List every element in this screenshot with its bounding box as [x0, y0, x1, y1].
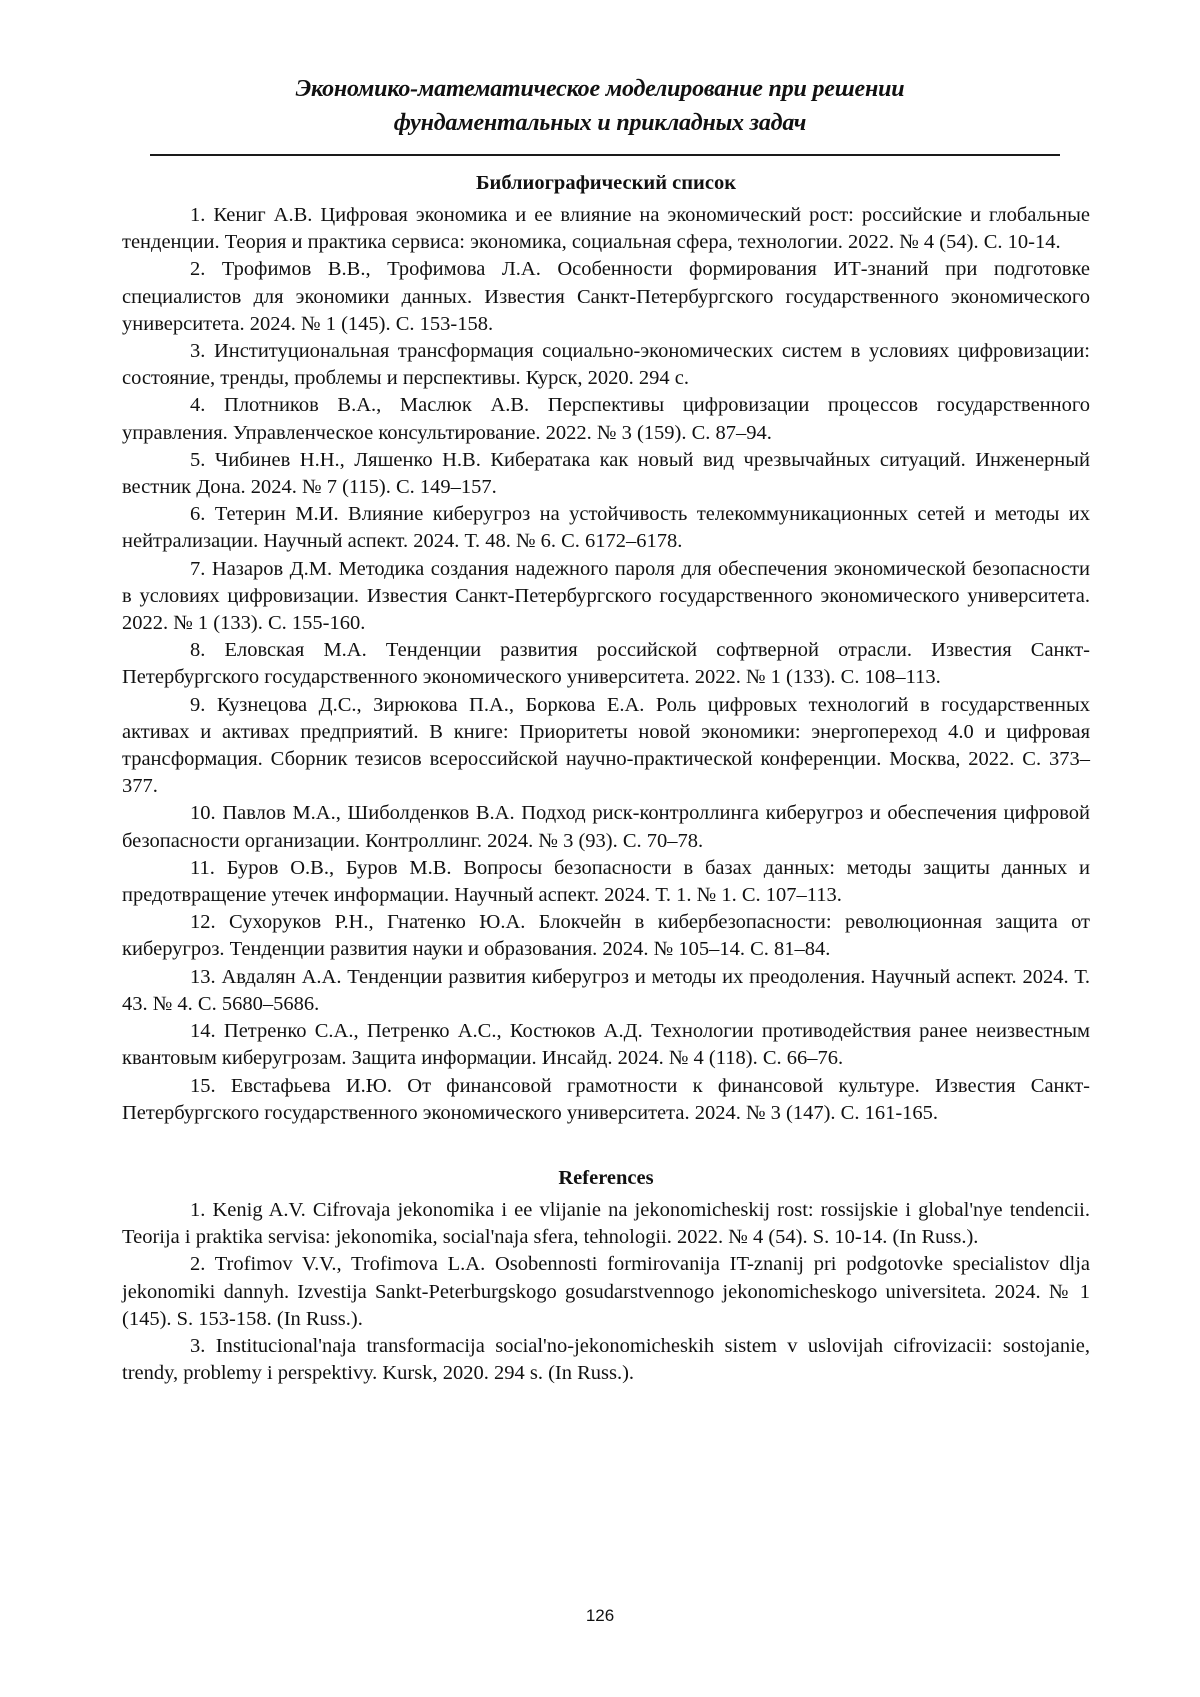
- bibliography-entry: [122, 202, 1090, 256]
- entry-text: Авдалян А.А. Тенденции развития киберугроз и методы их преодоления. Научный аспект. 2024. Т. 43. № 4. С. 5680–5686.: [122, 965, 1090, 1015]
- bibliography-entry: [122, 964, 1090, 1018]
- reference-entry: [122, 1251, 1090, 1333]
- entry-number: 1.: [190, 1198, 206, 1221]
- page-number: 126: [585, 1606, 615, 1625]
- reference-entry: [122, 1197, 1090, 1251]
- entry-text: Назаров Д.М. Методика создания надежного пароля для обеспечения экономической безопасности в условиях цифровизации. Известия Санкт-Петербургского государственного экономического университета. 2022. № 1 (133). С. 155-160.: [122, 557, 1090, 635]
- entry-number: 10.: [190, 802, 216, 825]
- bibliography-entry: [122, 1073, 1090, 1127]
- entry-number: 7.: [190, 557, 206, 580]
- bibliography-entry: [122, 556, 1090, 638]
- entry-text: Буров О.В., Буров М.В. Вопросы безопасности в базах данных: методы защиты данных и предотвращение утечек информации. Научный аспект. 2024. Т. 1. № 1. С. 107–113.: [122, 856, 1090, 907]
- bibliography-entry: [122, 447, 1090, 501]
- entry-number: 2.: [190, 1253, 206, 1276]
- entry-number: 14.: [190, 1020, 216, 1043]
- entry-text: Тетерин М.И. Влияние киберугроз на устойчивость телекоммуникационных сетей и методы их нейтрализации. Научный аспект. 2024. Т. 48. № 6. С. 6172–6178.: [122, 503, 1091, 553]
- entry-number: 4.: [190, 394, 206, 417]
- entry-number: 15.: [190, 1074, 216, 1097]
- bibliography-entry: [122, 855, 1090, 909]
- entry-text: Павлов М.А., Шиболденков В.А. Подход риск-контроллинга киберугроз и обеспечения цифровой безопасности организации. Контроллинг. 2024. № 3 (93). С. 70–78.: [122, 802, 1091, 852]
- entry-number: 3.: [190, 1334, 206, 1357]
- page-body: [122, 170, 1090, 1387]
- entry-number: 9.: [190, 693, 206, 716]
- bibliography-entry: [122, 501, 1090, 555]
- entry-number: 6.: [190, 503, 206, 526]
- entry-number: 5.: [190, 448, 206, 471]
- entry-number: 11.: [190, 856, 215, 879]
- entry-text: Trofimov V.V., Trofimova L.A. Osobennosti formirovanija IT-znanij pri podgotovke specialistov dlja jekonomiki dannyh. Izvestija Sankt-Peterburgskogo gosudarstvennogo jekonomicheskogo universiteta. 2024. № 1 (145). S. 153-158. (In Russ.).: [122, 1253, 1090, 1330]
- bibliography-entry: [122, 392, 1090, 446]
- reference-entry: [122, 1333, 1090, 1387]
- entry-text: Евстафьева И.Ю. От финансовой грамотности к финансовой культуре. Известия Санкт-Петербургского государственного экономического университета. 2024. № 3 (147). С. 161-165.: [122, 1074, 1090, 1124]
- entry-number: 12.: [190, 911, 216, 934]
- entry-number: 1.: [190, 204, 206, 226]
- entry-text: Kenig A.V. Cifrovaja jekonomika i ee vlijanie na jekonomicheskij rost: rossijskie i global'nye tendencii. Teorija i praktika servisa: jekonomika, social'naja sfera, tehnologii. 2022. № 4 (54). S. 10-14. (In Russ.).: [122, 1198, 1090, 1249]
- entry-text: Институциональная трансформация социально-экономических систем в условиях цифровизации: состояние, тренды, проблемы и перспективы. Курск, 2020. 294 с.: [122, 340, 1091, 390]
- bibliography-entry: [122, 338, 1090, 392]
- running-header-line-2: фундаментальных и прикладных задач: [393, 110, 807, 136]
- entry-text: Institucional'naja transformacija social'no-jekonomicheskih sistem v uslovijah cifrovizacii: sostojanie, trendy, problemy i perspektivy. Kursk, 2020. 294 s. (In Russ.).: [122, 1334, 1091, 1385]
- running-header-line-1: Экономико-математическое моделирование при решении: [295, 76, 905, 102]
- bibliography-entry: [122, 256, 1090, 338]
- header-divider: [150, 154, 1060, 156]
- entry-number: 2.: [190, 258, 206, 281]
- entry-text: Плотников В.А., Маслюк А.В. Перспективы цифровизации процессов государственного управления. Управленческое консультирование. 2022. № 3 (159). С. 87–94.: [122, 394, 1091, 444]
- entry-text: Еловская М.А. Тенденции развития российской софтверной отрасли. Известия Санкт-Петербургского государственного экономического университета. 2022. № 1 (133). С. 108–113.: [122, 639, 1091, 689]
- bibliography-entry: [122, 909, 1090, 963]
- entry-text: Кениг А.В. Цифровая экономика и ее влияние на экономический рост: российские и глобальные тенденции. Теория и практика сервиса: экономика, социальная сфера, технологии. 2022. № 4 (54). С. 10-14.: [122, 204, 1090, 254]
- bibliography-entry: [122, 692, 1090, 801]
- running-header: [0, 72, 1200, 140]
- bibliography-list: [122, 202, 1090, 1127]
- entry-text: Трофимов В.В., Трофимова Л.А. Особенности формирования ИТ-знаний при подготовке специалистов для экономики данных. Известия Санкт-Петербургского государственного экономического университета. 2024. № 1 (145). С. 153-158.: [122, 258, 1090, 335]
- references-section: [122, 1165, 1090, 1387]
- bibliography-entry: [122, 637, 1090, 691]
- bibliography-entry: [122, 1018, 1090, 1072]
- entry-number: 13.: [190, 965, 216, 988]
- entry-text: Кузнецова Д.С., Зирюкова П.А., Боркова Е.А. Роль цифровых технологий в государственных активах и активах предприятий. В книге: Приоритеты новой экономики: энергопереход 4.0 и цифровая трансформация. Сборник тезисов всероссийской научно-практической конференции. Москва, 2022. С. 373–377.: [122, 693, 1090, 798]
- entry-number: 3.: [190, 340, 206, 363]
- entry-text: Чибинев Н.Н., Ляшенко Н.В. Кибератака как новый вид чрезвычайных ситуаций. Инженерный вестник Дона. 2024. № 7 (115). С. 149–157.: [122, 448, 1091, 499]
- entry-text: Петренко С.А., Петренко А.С., Костюков А.Д. Технологии противодействия ранее неизвестным квантовым киберугрозам. Защита информации. Инсайд. 2024. № 4 (118). С. 66–76.: [122, 1020, 1090, 1070]
- entry-number: 8.: [190, 639, 206, 662]
- references-heading: References: [558, 1166, 654, 1189]
- bibliography-entry: [122, 800, 1090, 854]
- bibliography-heading: Библиографический список: [475, 172, 737, 194]
- entry-text: Сухоруков Р.Н., Гнатенко Ю.А. Блокчейн в кибербезопасности: революционная защита от киберугроз. Тенденции развития науки и образования. 2024. № 105–14. С. 81–84.: [122, 911, 1091, 961]
